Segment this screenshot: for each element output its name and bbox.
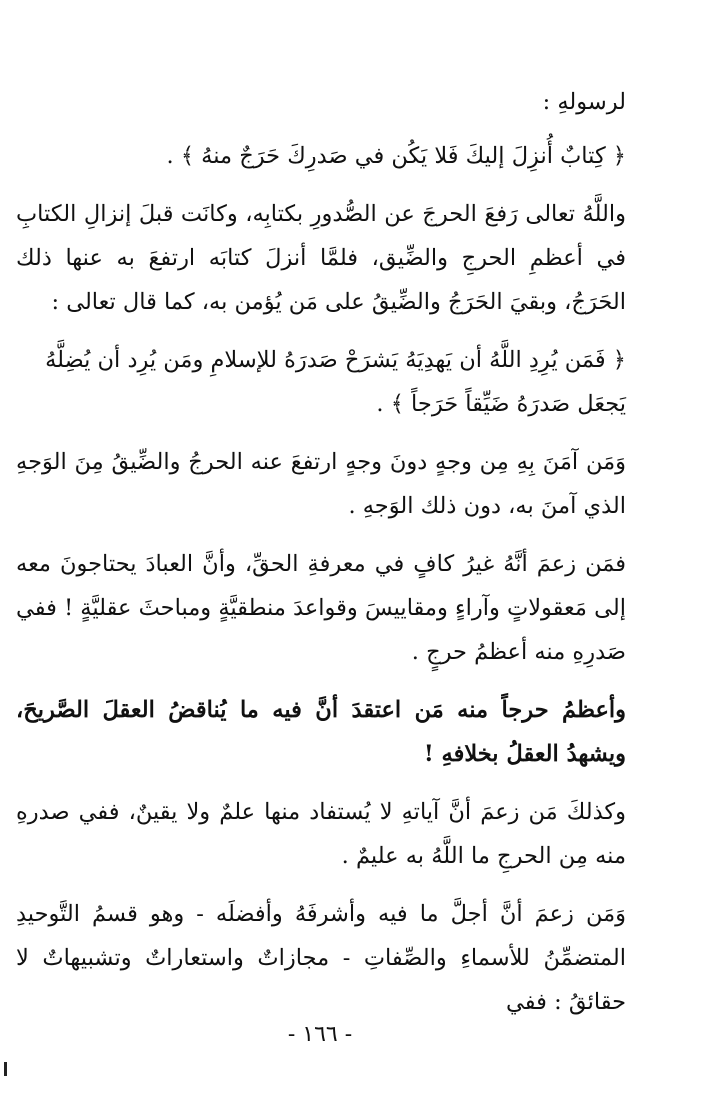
- page-number: - ١٦٦ -: [287, 1022, 353, 1047]
- scan-edge-mark: [4, 1062, 7, 1076]
- quran-verse-2: ﴿ فَمَن يُرِدِ اللَّهُ أن يَهدِيَهُ يَشرَحْ صَدرَهُ للإسلامِ ومَن يُرِد أن يُضِلَّهُ يَجعَل صَدرَهُ ضَيِّقاً حَرَجاً ﴾ .: [45, 347, 626, 417]
- para-2: وَمَن آمَنَ بِهِ مِن وجهٍ دونَ وجهٍ ارتفعَ عنه الحرجُ والضِّيقُ مِنَ الوَجهِ الذي آمنَ به، دون ذلك الوَجهِ .: [16, 449, 626, 519]
- para-4-bold: وأعظمُ حرجاً منه مَن اعتقدَ أنَّ فيه ما يُناقضُ العقلَ الصَّريحَ، ويشهدُ العقلُ بخلافهِ !: [16, 697, 626, 767]
- para-5: وكذلكَ مَن زعمَ أنَّ آياتهِ لا يُستفاد منها علمٌ ولا يقينٌ، ففي صدرهِ منه مِن الحرجِ ما اللَّهُ به عليمٌ .: [16, 799, 626, 869]
- quran-verse-1: ﴿ كِتابٌ أُنزِلَ إليكَ فَلا يَكُن في صَدرِكَ حَرَجٌ منهُ ﴾ .: [166, 143, 626, 169]
- para-1: واللَّهُ تعالى رَفعَ الحرجَ عن الصُّدورِ بكتابِه، وكانَت قبلَ إنزالِ الكتابِ في أعظمِ الحرجِ والضِّيق، فلمَّا أنزلَ كتابَه ارتفعَ به عنها ذلك الحَرَجُ، وبقيَ الحَرَجُ والضِّيقُ على مَن يُؤمن به، كما قال تعالى :: [16, 201, 626, 315]
- para-intro: لرسولهِ :: [542, 89, 626, 115]
- para-6: وَمَن زعمَ أنَّ أجلَّ ما فيه وأشرفَهُ وأفضلَه - وهو قسمُ التَّوحيدِ المتضمِّنُ للأسماءِ والصِّفاتِ - مجازاتٌ واستعاراتٌ وتشبيهاتٌ لا حقائقُ : ففي: [16, 901, 626, 1015]
- body-text: [16, 80, 626, 1038]
- para-3: فمَن زعمَ أنَّهُ غيرُ كافٍ في معرفةِ الحقِّ، وأنَّ العبادَ يحتاجونَ معه إلى مَعقولاتٍ وآراءٍ ومقاييسَ وقواعدَ منطقيَّةٍ ومباحثَ عقليَّةٍ ! ففي صَدرِهِ منه أعظمُ حرجٍ .: [16, 551, 626, 665]
